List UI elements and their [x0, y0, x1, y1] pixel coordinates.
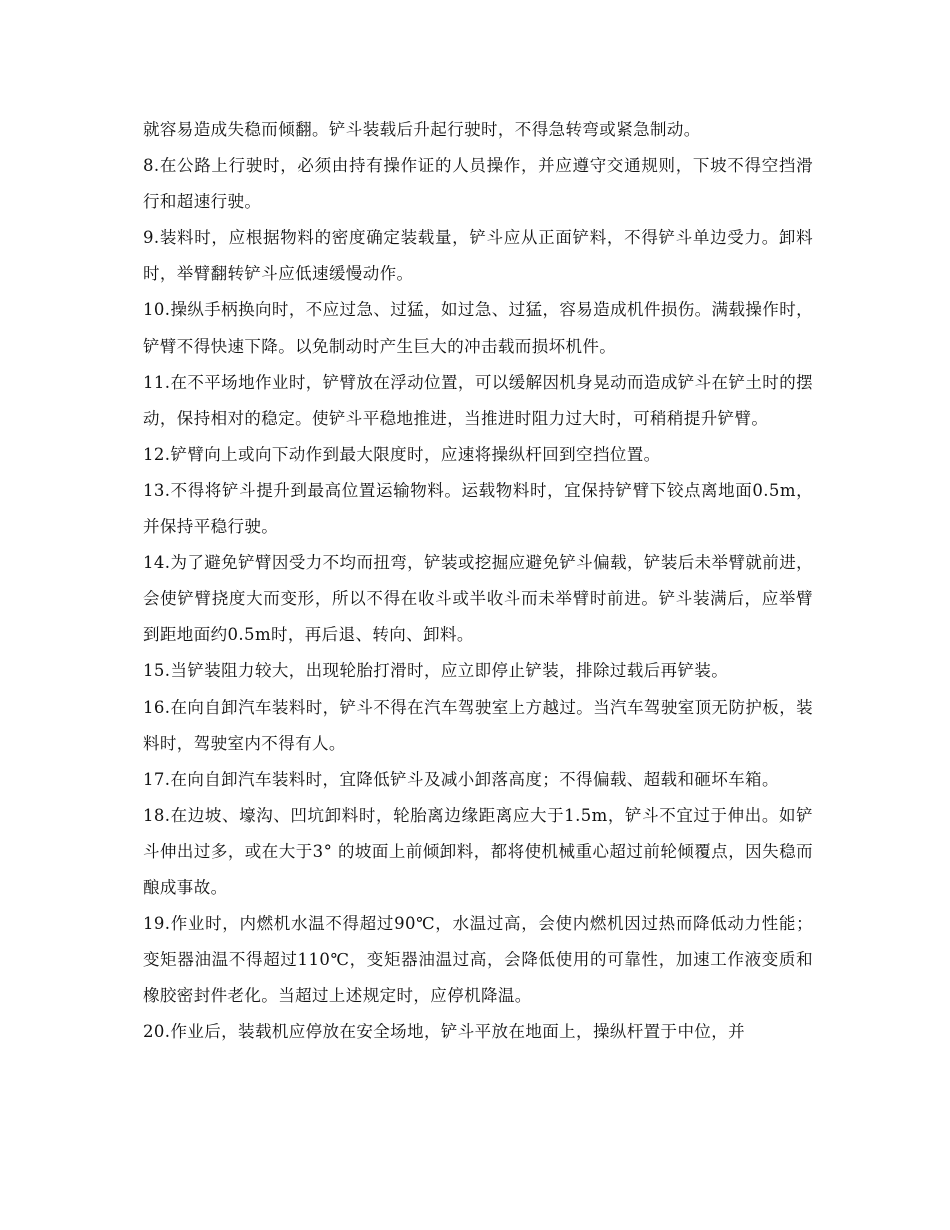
paragraph-item-12: 12.铲臂向上或向下动作到最大限度时，应速将操纵杆回到空挡位置。 — [143, 444, 661, 464]
paragraph-item-16: 16.在向自卸汽车装料时，铲斗不得在汽车驾驶室上方越过。当汽车驾驶室顶无防护板，装料时，驾驶室内不得有人。 — [143, 697, 813, 753]
paragraph-item-15: 15.当铲装阻力较大，出现轮胎打滑时，应立即停止铲装，排除过载后再铲装。 — [143, 661, 729, 681]
paragraph-item-11: 11.在不平场地作业时，铲臂放在浮动位置，可以缓解因机身晃动而造成铲斗在铲土时的摆动，保持相对的稳定。使铲斗平稳地推进，当推进时阻力过大时，可稍稍提升铲臂。 — [143, 372, 813, 428]
paragraph-item-14: 14.为了避免铲臂因受力不均而扭弯，铲装或挖掘应避免铲斗偏载，铲装后未举臂就前进，会使铲臂挠度大而变形，所以不得在收斗或半收斗而未举臂时前进。铲斗装满后，应举臂到距地面约0.5m时，再后退、转向、卸料。 — [143, 553, 813, 645]
paragraph-item-10: 10.操纵手柄换向时，不应过急、过猛，如过急、过猛，容易造成机件损伤。满载操作时，铲臂不得快速下降。以免制动时产生巨大的冲击载而损坏机件。 — [143, 300, 813, 356]
paragraph-item-20: 20.作业后，装载机应停放在安全场地，铲斗平放在地面上，操纵杆置于中位，并 — [143, 1022, 746, 1042]
paragraph-item-9: 9.装料时，应根据物料的密度确定装载量，铲斗应从正面铲料，不得铲斗单边受力。卸料时，举臂翻转铲斗应低速缓慢动作。 — [143, 228, 813, 284]
document-body — [143, 112, 813, 1050]
paragraph-item-19: 19.作业时，内燃机水温不得超过90℃，水温过高，会使内燃机因过热而降低动力性能；变矩器油温不得超过110℃，变矩器油温过高，会降低使用的可靠性，加速工作液变质和橡胶密封件老化。当超过上述规定时，应停机降温。 — [143, 914, 813, 1006]
paragraph-continuation: 就容易造成失稳而倾翻。铲斗装载后升起行驶时，不得急转弯或紧急制动。 — [143, 120, 701, 139]
paragraph-item-13: 13.不得将铲斗提升到最高位置运输物料。运载物料时，宜保持铲臂下铰点离地面0.5m，并保持平稳行驶。 — [143, 480, 813, 537]
paragraph-item-8: 8.在公路上行驶时，必须由持有操作证的人员操作，并应遵守交通规则，下坡不得空挡滑行和超速行驶。 — [143, 156, 813, 212]
paragraph-item-18: 18.在边坡、壕沟、凹坑卸料时，轮胎离边缘距离应大于1.5m，铲斗不宜过于伸出。如铲斗伸出过多，或在大于3° 的坡面上前倾卸料，都将使机械重心超过前轮倾覆点，因失稳而酿成事故。 — [143, 805, 813, 897]
paragraph-item-17: 17.在向自卸汽车装料时，宜降低铲斗及减小卸落高度；不得偏载、超载和砸坏车箱。 — [143, 769, 779, 789]
